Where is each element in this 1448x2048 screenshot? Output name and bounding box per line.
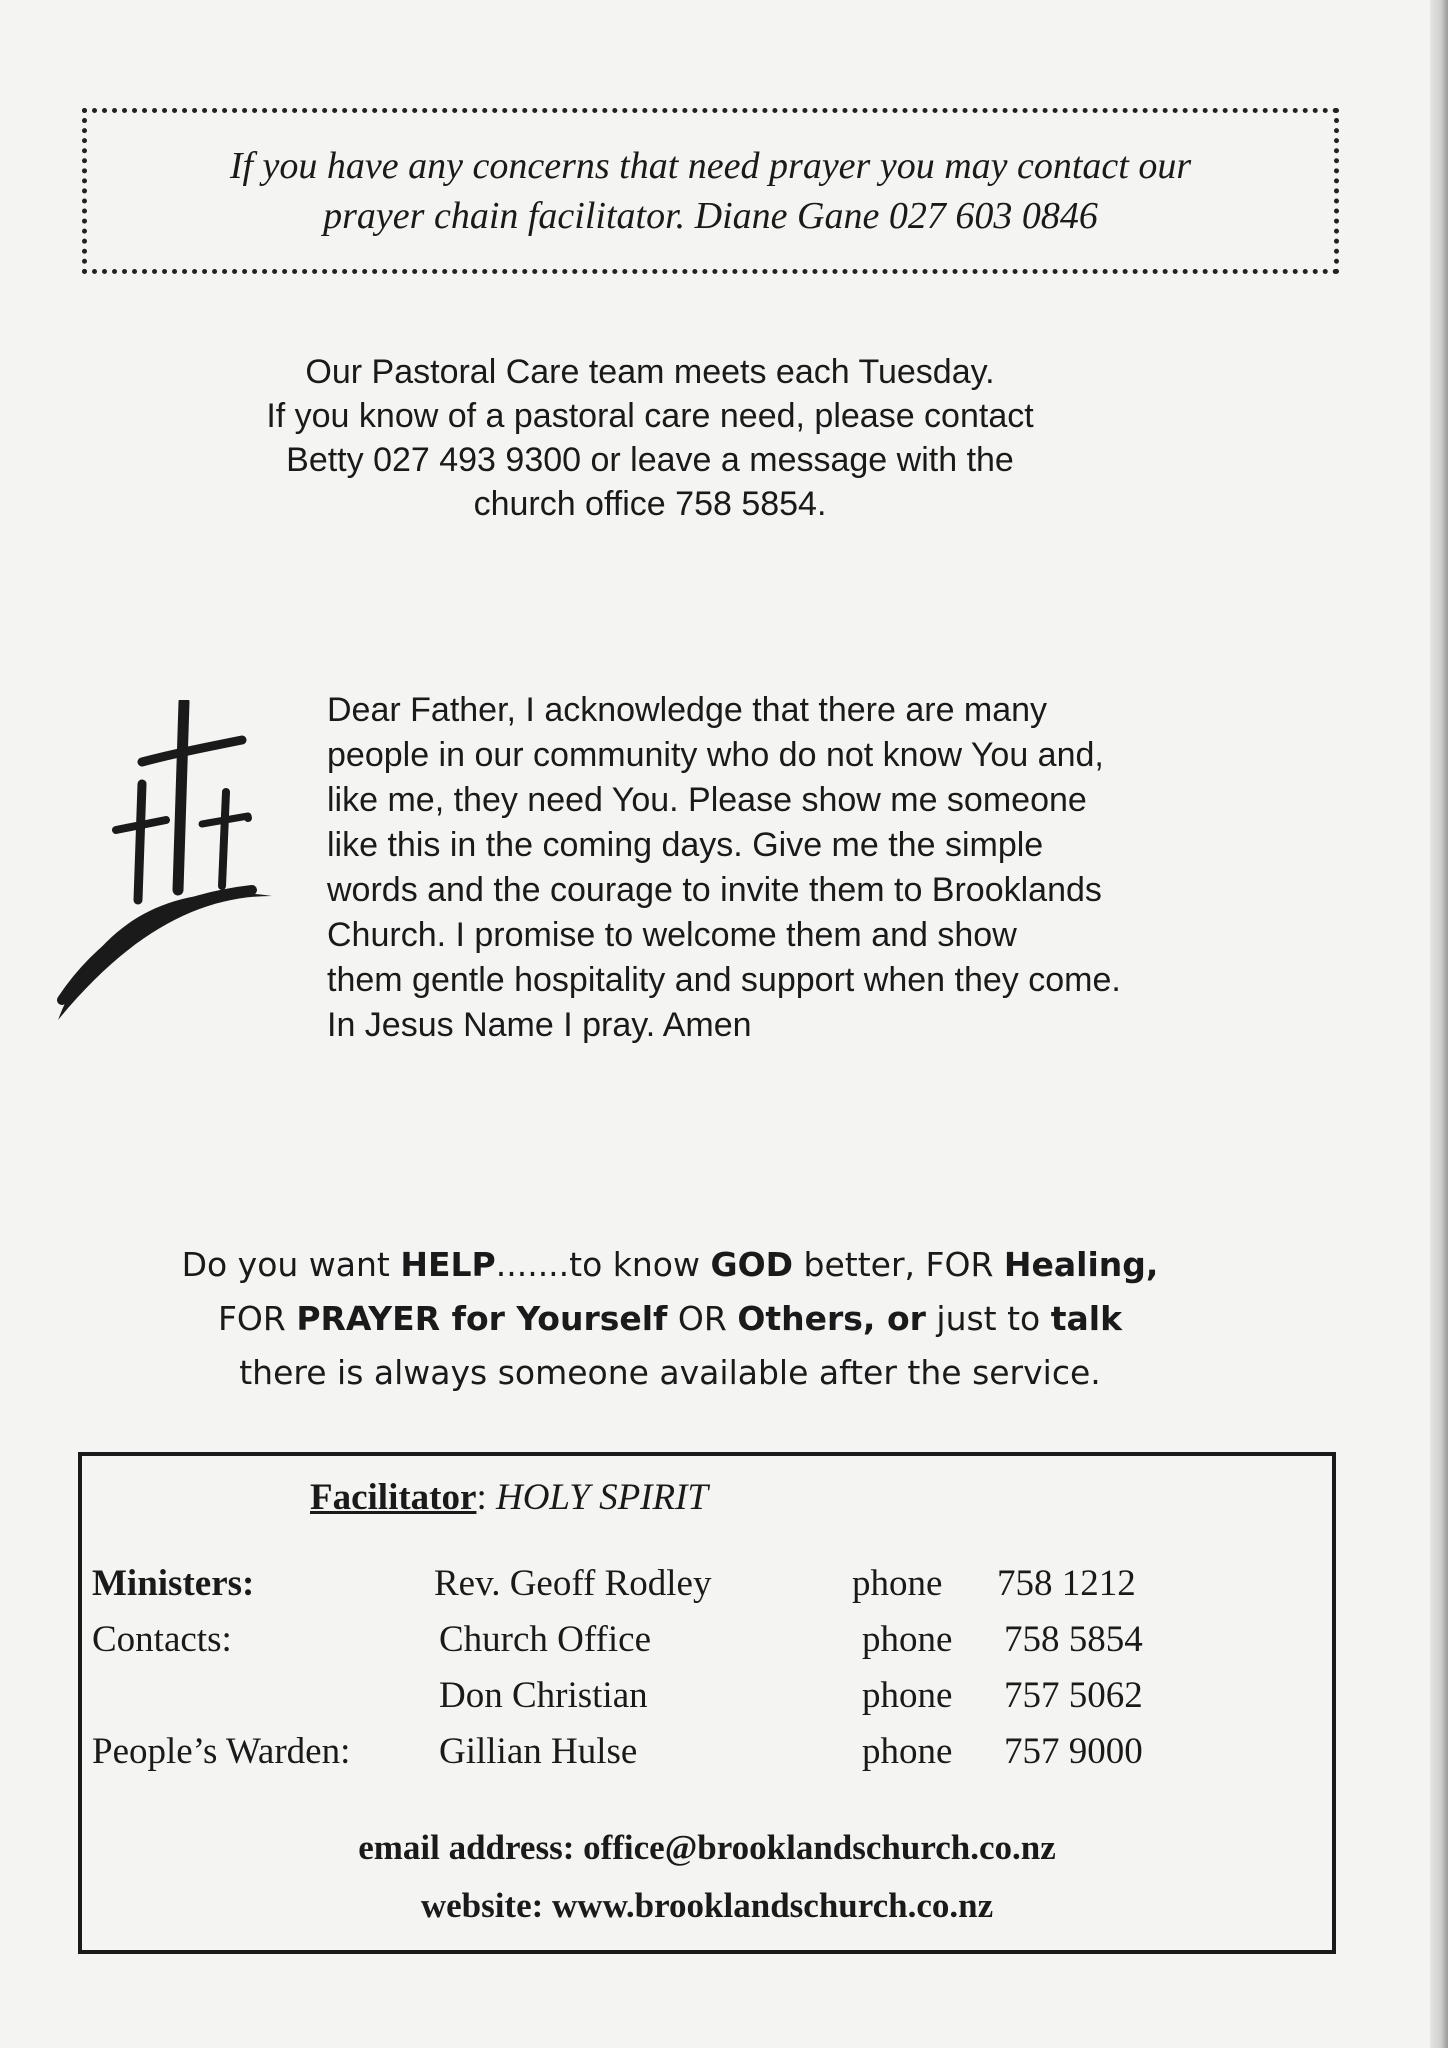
contact-role: Ministers: <box>92 1563 255 1604</box>
help-line-2 <box>120 1292 1220 1346</box>
contact-row <box>82 1724 1332 1780</box>
email-address: email address: office@brooklandschurch.co.nz <box>358 1828 1056 1867</box>
contact-name: Don Christian <box>439 1675 648 1716</box>
pastoral-line-2: If you know of a pastoral care need, please contact <box>266 397 1034 435</box>
pastoral-care-notice <box>150 350 1150 526</box>
contact-name: Rev. Geoff Rodley <box>434 1563 712 1604</box>
contact-row <box>82 1612 1332 1668</box>
contact-phone-label: phone <box>862 1731 953 1772</box>
contact-row <box>82 1556 1332 1612</box>
prayer-line: In Jesus Name I pray. Amen <box>327 1006 752 1044</box>
prayer-chain-line-1: If you have any concerns that need prayer you may contact our <box>229 145 1192 187</box>
prayer-line: words and the courage to invite them to Brooklands <box>327 871 1102 909</box>
contact-role: Contacts: <box>92 1619 232 1660</box>
help-line-1 <box>120 1238 1220 1292</box>
contact-role: People’s Warden: <box>92 1731 351 1772</box>
prayer-line: Church. I promise to welcome them and show <box>327 916 1017 954</box>
help-text: better, FOR <box>793 1245 1004 1284</box>
facilitator-label: Facilitator <box>310 1477 477 1518</box>
help-text: just to <box>925 1299 1051 1338</box>
help-emphasis: HELP <box>400 1245 496 1284</box>
contact-name: Church Office <box>439 1619 651 1660</box>
contacts-box <box>78 1452 1336 1954</box>
facilitator-colon: : <box>476 1477 487 1518</box>
prayer-line: like me, they need You. Please show me someone <box>327 781 1087 819</box>
help-emphasis: GOD <box>710 1245 794 1284</box>
prayer-line: people in our community who do not know You and, <box>327 736 1104 774</box>
contact-name: Gillian Hulse <box>439 1731 638 1772</box>
help-invitation <box>120 1238 1220 1400</box>
help-text: Do you want <box>181 1245 401 1284</box>
facilitator-line <box>310 1476 708 1520</box>
help-text: OR <box>667 1299 738 1338</box>
contact-phone: 757 5062 <box>1004 1675 1143 1716</box>
contact-phone-label: phone <box>862 1675 953 1716</box>
pastoral-line-1: Our Pastoral Care team meets each Tuesday. <box>305 353 995 391</box>
help-emphasis: PRAYER for Yourself <box>296 1299 668 1338</box>
three-crosses-icon <box>52 700 292 1030</box>
contact-row <box>82 1668 1332 1724</box>
community-prayer <box>327 688 1337 1048</box>
prayer-chain-line-2: prayer chain facilitator. Diane Gane 027 603 0846 <box>323 195 1098 237</box>
contact-phone-label: phone <box>862 1619 953 1660</box>
help-text: FOR <box>217 1299 297 1338</box>
facilitator-value: HOLY SPIRIT <box>495 1477 708 1518</box>
help-emphasis: talk <box>1050 1299 1123 1338</box>
prayer-chain-notice <box>82 108 1339 274</box>
help-line-3: there is always someone available after the service. <box>239 1353 1101 1392</box>
pastoral-line-3: Betty 027 493 9300 or leave a message with the <box>286 441 1014 479</box>
contact-phone: 758 5854 <box>1004 1619 1143 1660</box>
help-emphasis: Healing, <box>1003 1245 1159 1284</box>
prayer-line: like this in the coming days. Give me the simple <box>327 826 1044 864</box>
contact-phone-label: phone <box>852 1563 943 1604</box>
prayer-line: them gentle hospitality and support when they come. <box>327 961 1121 999</box>
help-emphasis: Others, or <box>737 1299 926 1338</box>
contact-phone: 758 1212 <box>997 1563 1136 1604</box>
website-address: website: www.brooklandschurch.co.nz <box>420 1886 994 1925</box>
pastoral-line-4: church office 758 5854. <box>473 485 827 523</box>
page-edge-shadow <box>1430 0 1448 2048</box>
prayer-line: Dear Father, I acknowledge that there are many <box>327 691 1048 729</box>
contact-phone: 757 9000 <box>1004 1731 1143 1772</box>
help-text: .......to know <box>495 1245 711 1284</box>
